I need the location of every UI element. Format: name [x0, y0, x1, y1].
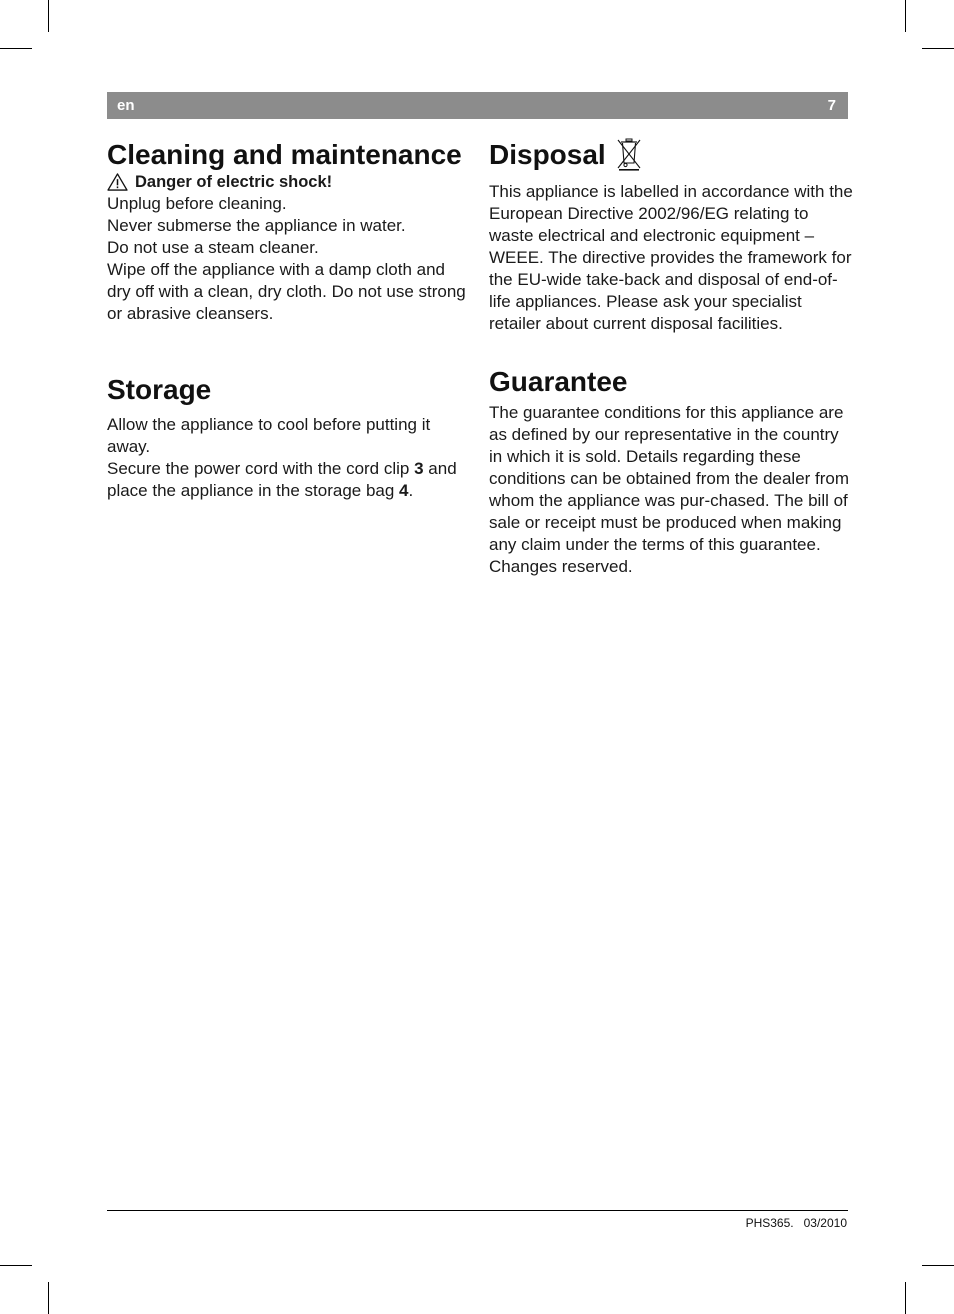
- storage-text: Secure the power cord with the cord clip: [107, 459, 415, 478]
- storage-text: .: [408, 481, 414, 500]
- language-code: en: [117, 97, 135, 114]
- disposal-heading: [489, 138, 854, 171]
- crop-mark: [48, 1282, 49, 1314]
- crop-mark: [922, 1265, 954, 1266]
- page-header-bar: [107, 92, 848, 119]
- footer: [746, 1216, 847, 1230]
- left-column: [107, 138, 472, 502]
- crop-mark: [922, 48, 954, 49]
- danger-text: Danger of electric shock!: [135, 173, 333, 191]
- part-reference: 4: [399, 481, 409, 500]
- cleaning-line: Never submerse the appliance in water.: [107, 216, 406, 235]
- footer-date: 03/2010: [803, 1216, 847, 1230]
- disposal-text: This appliance is labelled in accordance with the European Directive 2002/96/EG relating to waste electrical and electronic equipment – WEEE. The directive provides the framework for the EU-wide take-back and disposal of end-of-life appliances. Please ask your specialist retailer about current disposal facilities.: [489, 182, 853, 333]
- danger-warning: [107, 171, 472, 193]
- crop-mark: [0, 1265, 32, 1266]
- cleaning-line: Unplug before cleaning.: [107, 194, 287, 213]
- disposal-title: Disposal: [489, 139, 606, 170]
- model-number: PHS365.: [745, 1216, 794, 1230]
- storage-text: and place the appliance in the storage bag: [107, 459, 457, 500]
- guarantee-text: The guarantee conditions for this appliance are as defined by our representative in the country in which it is sold. Details regarding these conditions can be obtained from the dealer from whom the appliance was pur-chased. The bill of sale or receipt must be produced when making any claim under the terms of this guarantee.: [489, 403, 850, 554]
- cleaning-title: Cleaning and maintenance: [107, 139, 462, 170]
- footer-divider: [107, 1210, 848, 1211]
- part-reference: 3: [414, 459, 424, 478]
- crop-mark: [48, 0, 49, 32]
- cleaning-line: Do not use a steam cleaner.: [107, 238, 319, 257]
- right-column: [489, 138, 854, 578]
- guarantee-title: Guarantee: [489, 366, 628, 397]
- page-number: 7: [827, 97, 836, 114]
- crossed-out-wheelie-bin-icon: [616, 137, 642, 171]
- crop-mark: [0, 48, 32, 49]
- storage-title: Storage: [107, 374, 212, 405]
- changes-reserved: Changes reserved.: [489, 557, 633, 576]
- storage-line: Allow the appliance to cool before putting it away.: [107, 415, 431, 456]
- cleaning-line: Wipe off the appliance with a damp cloth and dry off with a clean, dry cloth. Do not use strong or abrasive cleansers.: [107, 260, 466, 323]
- warning-triangle-icon: [107, 173, 128, 191]
- crop-mark: [905, 0, 906, 32]
- storage-line: [107, 458, 472, 502]
- crop-mark: [905, 1282, 906, 1314]
